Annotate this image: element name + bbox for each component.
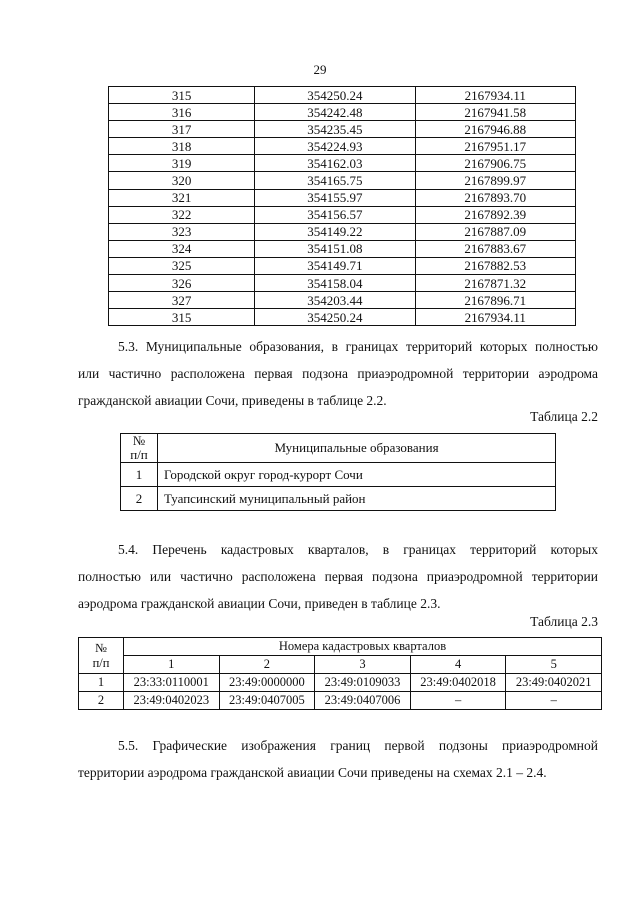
cadastral-number: 23:49:0402018 xyxy=(410,674,506,692)
cadastral-number: – xyxy=(410,692,506,710)
row-number: 2 xyxy=(121,487,158,511)
table-row xyxy=(109,292,576,309)
column-number: 3 xyxy=(315,656,411,674)
table-row xyxy=(79,692,602,710)
coordinate-x: 354158.04 xyxy=(255,275,415,292)
coordinate-x: 354162.03 xyxy=(255,155,415,172)
cadastral-number: 23:49:0407006 xyxy=(315,692,411,710)
header-number-sign: № xyxy=(132,433,146,448)
coordinate-y: 2167946.88 xyxy=(415,121,575,138)
coordinate-y: 2167899.97 xyxy=(415,172,575,189)
table-row xyxy=(109,240,576,257)
coordinate-x: 354156.57 xyxy=(255,206,415,223)
header-number-sign: № xyxy=(95,640,107,655)
point-number: 315 xyxy=(109,87,255,104)
paragraph-line: аэродрома гражданской авиации Сочи, приведен в таблице 2.3. xyxy=(78,596,441,611)
paragraph-line: гражданской авиации Сочи, приведены в таблице 2.2. xyxy=(78,393,387,408)
coordinates-table xyxy=(108,86,576,326)
table-2-2-caption: Таблица 2.2 xyxy=(530,409,598,424)
coordinate-y: 2167892.39 xyxy=(415,206,575,223)
coordinate-x: 354235.45 xyxy=(255,121,415,138)
coordinate-y: 2167871.32 xyxy=(415,275,575,292)
cadastral-number: 23:49:0402023 xyxy=(124,692,220,710)
header-number xyxy=(121,434,158,463)
point-number: 315 xyxy=(109,309,255,326)
cadastral-number: 23:33:0110001 xyxy=(124,674,220,692)
paragraph-line: 5.3. Муниципальные образования, в границах территорий которых полностью xyxy=(118,339,598,354)
coordinate-x: 354155.97 xyxy=(255,189,415,206)
table-row xyxy=(109,257,576,274)
paragraph-line: 5.5. Графические изображения границ первой подзоны приаэродромной xyxy=(118,738,598,753)
cadastral-number: 23:49:0402021 xyxy=(506,674,602,692)
paragraph-line: 5.4. Перечень кадастровых кварталов, в границах территорий которых xyxy=(118,542,598,557)
point-number: 317 xyxy=(109,121,255,138)
cadastral-quarters-table xyxy=(78,637,602,710)
point-number: 323 xyxy=(109,223,255,240)
header-number xyxy=(79,638,124,674)
point-number: 319 xyxy=(109,155,255,172)
point-number: 318 xyxy=(109,138,255,155)
cadastral-number: 23:49:0407005 xyxy=(219,692,315,710)
point-number: 327 xyxy=(109,292,255,309)
cadastral-number: 23:49:0000000 xyxy=(219,674,315,692)
table-row xyxy=(109,121,576,138)
column-number: 2 xyxy=(219,656,315,674)
point-number: 321 xyxy=(109,189,255,206)
point-number: 320 xyxy=(109,172,255,189)
coordinate-x: 354149.22 xyxy=(255,223,415,240)
table-row xyxy=(109,223,576,240)
point-number: 324 xyxy=(109,240,255,257)
municipality-name: Городской округ город-курорт Сочи xyxy=(158,463,556,487)
municipality-name: Туапсинский муниципальный район xyxy=(158,487,556,511)
page-number: 29 xyxy=(313,62,327,77)
column-number: 1 xyxy=(124,656,220,674)
coordinate-x: 354151.08 xyxy=(255,240,415,257)
point-number: 322 xyxy=(109,206,255,223)
table-row xyxy=(109,87,576,104)
coordinate-y: 2167893.70 xyxy=(415,189,575,206)
coordinate-y: 2167941.58 xyxy=(415,104,575,121)
table-row xyxy=(121,487,556,511)
header-municipalities: Муниципальные образования xyxy=(158,434,556,463)
paragraph-line: полностью или частично расположена первая подзона приаэродромной территории xyxy=(78,569,598,584)
coordinate-x: 354203.44 xyxy=(255,292,415,309)
municipalities-table xyxy=(120,433,556,511)
coordinate-x: 354242.48 xyxy=(255,104,415,121)
paragraph-5-4 xyxy=(78,536,598,617)
coordinate-y: 2167896.71 xyxy=(415,292,575,309)
coordinate-y: 2167882.53 xyxy=(415,257,575,274)
paragraph-line: или частично расположена первая подзона приаэродромной территории аэродрома xyxy=(78,366,598,381)
table-row xyxy=(109,206,576,223)
table-row xyxy=(109,138,576,155)
header-cadastral-numbers: Номера кадастровых кварталов xyxy=(124,638,602,656)
paragraph-5-3 xyxy=(78,333,598,414)
coordinate-x: 354149.71 xyxy=(255,257,415,274)
table-2-3-caption: Таблица 2.3 xyxy=(530,614,598,629)
table-row xyxy=(109,189,576,206)
coordinate-x: 354250.24 xyxy=(255,87,415,104)
point-number: 325 xyxy=(109,257,255,274)
point-number: 316 xyxy=(109,104,255,121)
paragraph-line: территории аэродрома гражданской авиации Сочи приведены на схемах 2.1 – 2.4. xyxy=(78,765,547,780)
table-row xyxy=(109,104,576,121)
table-row xyxy=(121,463,556,487)
column-number: 5 xyxy=(506,656,602,674)
header-number-abbr: п/п xyxy=(130,447,148,462)
table-row xyxy=(79,674,602,692)
paragraph-5-5 xyxy=(78,732,598,786)
table-row xyxy=(109,275,576,292)
coordinate-x: 354165.75 xyxy=(255,172,415,189)
coordinate-y: 2167906.75 xyxy=(415,155,575,172)
table-row xyxy=(109,172,576,189)
coordinate-y: 2167934.11 xyxy=(415,309,575,326)
coordinate-y: 2167887.09 xyxy=(415,223,575,240)
row-number: 1 xyxy=(121,463,158,487)
table-row xyxy=(109,309,576,326)
row-number: 1 xyxy=(79,674,124,692)
row-number: 2 xyxy=(79,692,124,710)
coordinate-x: 354250.24 xyxy=(255,309,415,326)
point-number: 326 xyxy=(109,275,255,292)
coordinate-y: 2167883.67 xyxy=(415,240,575,257)
cadastral-number: 23:49:0109033 xyxy=(315,674,411,692)
coordinate-y: 2167951.17 xyxy=(415,138,575,155)
cadastral-number: – xyxy=(506,692,602,710)
table-row xyxy=(109,155,576,172)
coordinate-x: 354224.93 xyxy=(255,138,415,155)
coordinate-y: 2167934.11 xyxy=(415,87,575,104)
header-number-abbr: п/п xyxy=(92,655,110,670)
column-number: 4 xyxy=(410,656,506,674)
